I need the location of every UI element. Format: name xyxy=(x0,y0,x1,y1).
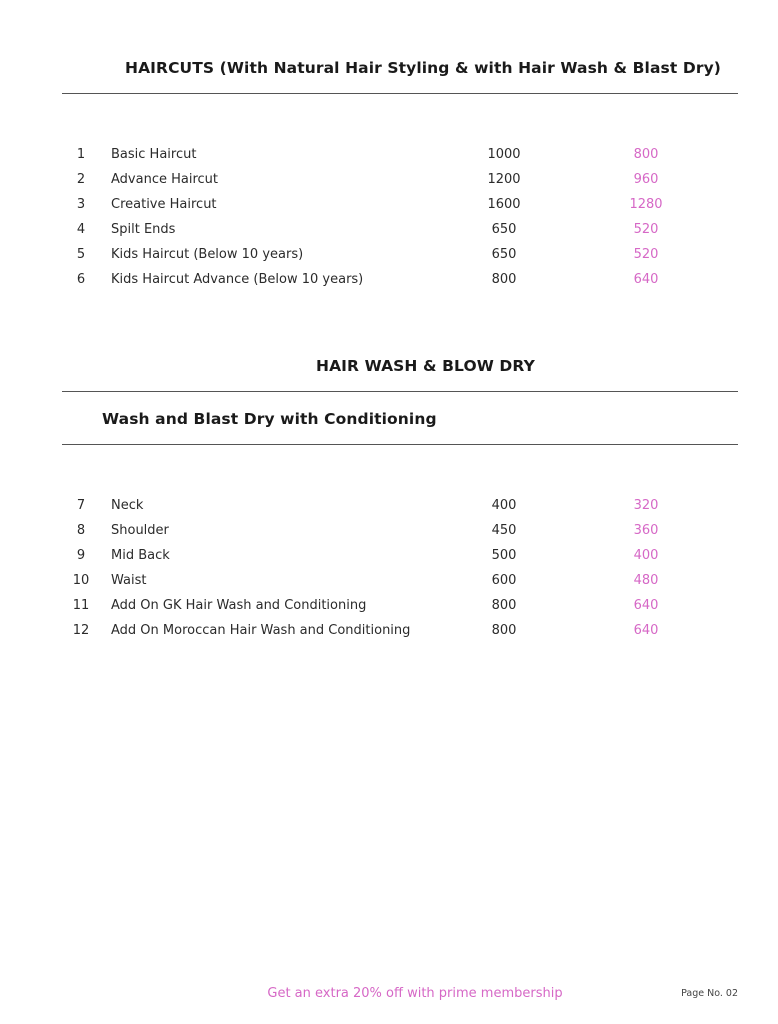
table-row xyxy=(0,496,778,521)
haircuts-price-table xyxy=(0,145,778,295)
regular-price: 1600 xyxy=(487,197,521,212)
regular-price: 800 xyxy=(491,623,517,638)
row-number: 9 xyxy=(76,548,86,563)
member-price: 800 xyxy=(633,147,659,162)
service-name: Creative Haircut xyxy=(111,197,217,212)
wash-title-divider xyxy=(62,391,738,392)
member-price: 640 xyxy=(633,623,659,638)
row-number: 7 xyxy=(76,498,86,513)
page-number: Page No. 02 xyxy=(681,988,738,999)
regular-price: 400 xyxy=(491,498,517,513)
wash-price-table xyxy=(0,496,778,646)
member-price: 640 xyxy=(633,272,659,287)
regular-price: 800 xyxy=(491,598,517,613)
row-number: 1 xyxy=(76,147,86,162)
regular-price: 1200 xyxy=(487,172,521,187)
row-number: 4 xyxy=(76,222,86,237)
regular-price: 1000 xyxy=(487,147,521,162)
service-name: Spilt Ends xyxy=(111,222,176,237)
service-name: Kids Haircut Advance (Below 10 years) xyxy=(111,272,364,287)
row-number: 10 xyxy=(72,573,90,588)
service-name: Basic Haircut xyxy=(111,147,197,162)
wash-subsection-title: Wash and Blast Dry with Conditioning xyxy=(102,410,437,428)
member-price: 960 xyxy=(633,172,659,187)
table-row xyxy=(0,195,778,220)
regular-price: 600 xyxy=(491,573,517,588)
table-row xyxy=(0,220,778,245)
service-name: Neck xyxy=(111,498,144,513)
haircuts-divider xyxy=(62,93,738,94)
table-row xyxy=(0,621,778,646)
row-number: 8 xyxy=(76,523,86,538)
service-name: Kids Haircut (Below 10 years) xyxy=(111,247,304,262)
table-row xyxy=(0,145,778,170)
service-name: Add On Moroccan Hair Wash and Conditioning xyxy=(111,623,411,638)
row-number: 12 xyxy=(72,623,90,638)
row-number: 11 xyxy=(72,598,90,613)
member-price: 520 xyxy=(633,247,659,262)
haircuts-section-title: HAIRCUTS (With Natural Hair Styling & with Hair Wash & Blast Dry) xyxy=(125,59,721,77)
table-row xyxy=(0,170,778,195)
row-number: 5 xyxy=(76,247,86,262)
table-row xyxy=(0,245,778,270)
table-row xyxy=(0,571,778,596)
regular-price: 450 xyxy=(491,523,517,538)
service-name: Shoulder xyxy=(111,523,169,538)
row-number: 6 xyxy=(76,272,86,287)
regular-price: 650 xyxy=(491,247,517,262)
row-number: 3 xyxy=(76,197,86,212)
member-price: 320 xyxy=(633,498,659,513)
wash-section-title: HAIR WASH & BLOW DRY xyxy=(316,357,535,375)
service-name: Advance Haircut xyxy=(111,172,218,187)
member-price: 400 xyxy=(633,548,659,563)
membership-promo-text: Get an extra 20% off with prime membership xyxy=(267,986,563,1001)
regular-price: 650 xyxy=(491,222,517,237)
table-row xyxy=(0,596,778,621)
member-price: 480 xyxy=(633,573,659,588)
member-price: 520 xyxy=(633,222,659,237)
regular-price: 500 xyxy=(491,548,517,563)
member-price: 640 xyxy=(633,598,659,613)
regular-price: 800 xyxy=(491,272,517,287)
member-price: 1280 xyxy=(629,197,663,212)
row-number: 2 xyxy=(76,172,86,187)
service-name: Mid Back xyxy=(111,548,170,563)
service-name: Add On GK Hair Wash and Conditioning xyxy=(111,598,367,613)
wash-subtitle-divider xyxy=(62,444,738,445)
table-row xyxy=(0,546,778,571)
table-row xyxy=(0,521,778,546)
service-name: Waist xyxy=(111,573,147,588)
table-row xyxy=(0,270,778,295)
member-price: 360 xyxy=(633,523,659,538)
